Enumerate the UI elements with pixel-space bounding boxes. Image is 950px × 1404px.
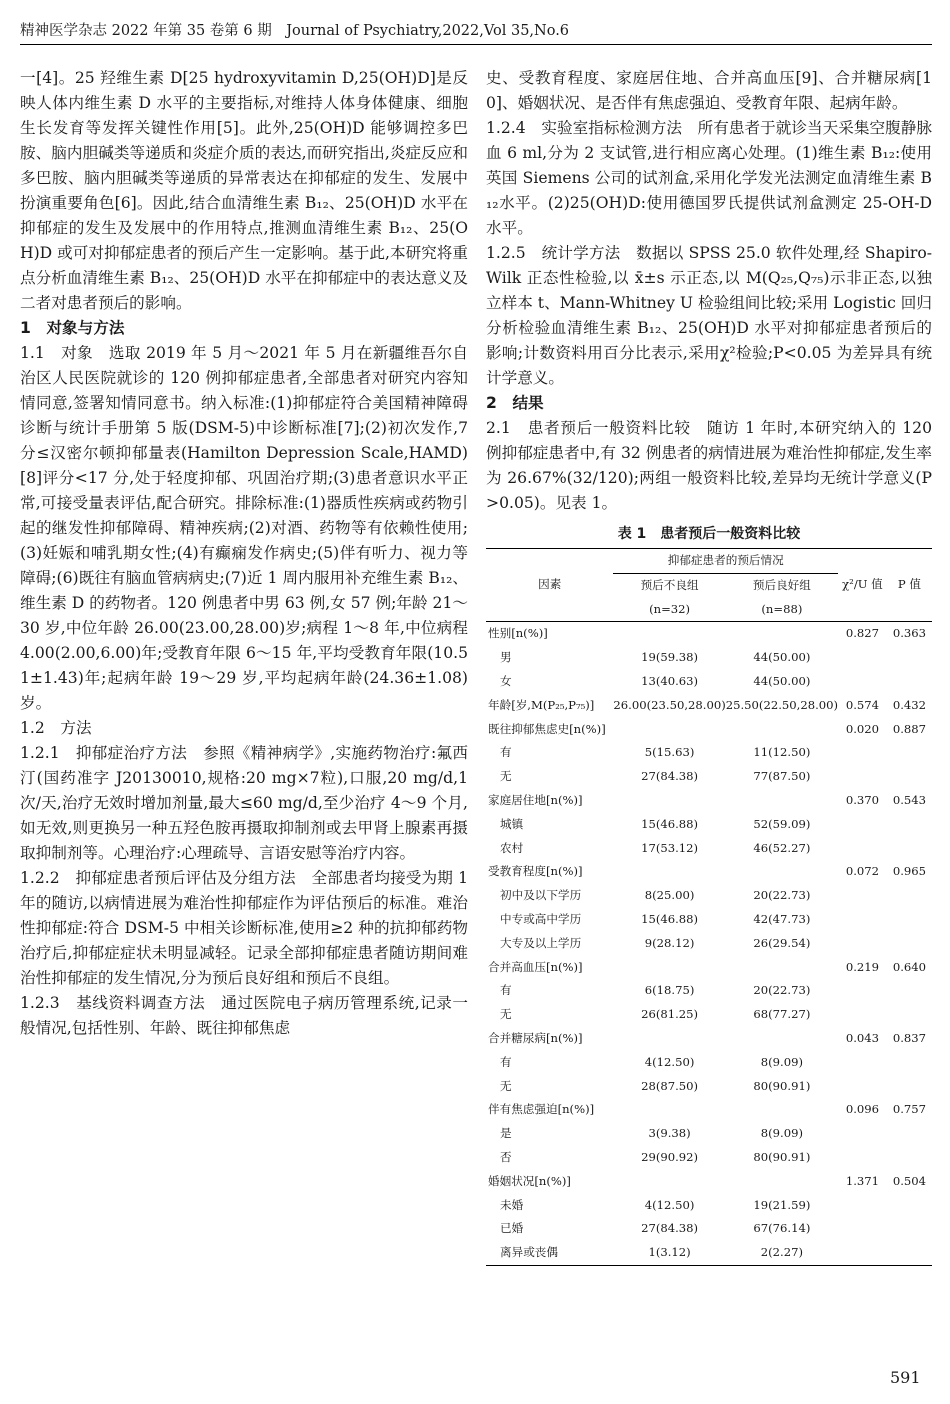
table-row (486, 1217, 932, 1241)
cell-good: 25.50(22.50,28.00) (725, 697, 839, 712)
row-label: 既往抑郁焦虑史[n(%)] (488, 721, 606, 736)
cell-good: 67(76.14) (753, 1221, 811, 1236)
cell-good: 80(90.91) (753, 1078, 811, 1093)
cell-poor: 19(59.38) (641, 650, 699, 665)
cell-stat: 0.020 (845, 721, 880, 736)
running-header: 精神医学杂志 2022 年第 35 卷第 6 期 Journal of Psychiatry,2022,Vol 35,No.6 (20, 23, 570, 39)
row-label: 无 (500, 1078, 512, 1093)
cell-poor: 28(87.50) (641, 1078, 699, 1093)
cell-good (726, 1027, 838, 1051)
header-poor-n: (n=32) (613, 598, 725, 622)
subjects-paragraph: 1.1 对象 选取 2019 年 5 月～2021 年 5 月在新疆维吾尔自治区人民医院就诊的 120 例抑郁症患者,全部患者对研究内容知情同意,签署知情同意书。纳入标准:(1)抑郁症符合美国精神障碍诊断与统计手册第 5 版(DSM-5)中诊断标准[7];(2)初次发作,7 分≤汉密尔顿抑郁量表(Hamilton Depression Scale,HAMD)[8]评分<17 分,处于轻度抑郁、巩固治疗期;(3)患者意识水平正常,可接受量表评估,配合研究。排除标准:(1)器质性疾病或药物引起的继发性抑郁障碍、精神疾病;(2)对酒、药物等有依赖性使用;(3)妊娠和哺乳期女性;(4)有癫痫发作病史;(5)伴有听力、视力等障碍;(6)既往有脑血管病病史;(7)近 1 周内服用补充维生素 B₁₂、维生素 D 的药物者。120 例患者中男 63 例,女 57 例;年龄 21～30 岁,中位年龄 26.00(23.00,28.00)岁;病程 1～8 年,中位病程 4.00(2.00,6.00)年;受教育年限 6～15 年,平均受教育年限(10.51±1.43)年;起病年龄 19～29 岁,平均起病年龄(24.36±1.08)岁。 (20, 344, 468, 712)
table-row (486, 1075, 932, 1099)
cell-poor (613, 622, 725, 646)
cell-stat (838, 884, 887, 908)
cell-good (726, 860, 838, 884)
cell-stat (838, 1194, 887, 1218)
cell-stat (838, 1003, 887, 1027)
baseline-paragraph: 1.2.3 基线资料调查方法 通过医院电子病历管理系统,记录一般情况,包括性别、年龄、既往抑郁焦虑 (20, 994, 468, 1037)
table-row (486, 1146, 932, 1170)
cell-p (887, 884, 932, 908)
cell-poor (613, 1027, 725, 1051)
row-label: 无 (500, 1007, 512, 1022)
cell-p (887, 1146, 932, 1170)
cell-poor (613, 1170, 725, 1194)
cell-good: 44(50.00) (753, 650, 811, 665)
cell-p: 0.640 (892, 959, 927, 974)
cell-good: 2(2.27) (760, 1245, 804, 1260)
cell-stat: 0.370 (845, 792, 880, 807)
cell-stat (838, 908, 887, 932)
cell-poor: 6(18.75) (644, 983, 695, 998)
cell-stat (838, 979, 887, 1003)
table-caption: 表 1 患者预后一般资料比较 (617, 526, 801, 542)
cell-stat (838, 1241, 887, 1265)
table-row (486, 646, 932, 670)
row-label: 合并高血压[n(%)] (488, 959, 583, 974)
row-label: 有 (500, 1054, 512, 1069)
table-row (486, 1122, 932, 1146)
cell-poor: 13(40.63) (641, 673, 699, 688)
cell-p (887, 670, 932, 694)
header-p: P 值 (887, 549, 932, 622)
cell-poor (613, 860, 725, 884)
methods-heading: 1.2 方法 (20, 719, 92, 737)
prognosis-paragraph: 1.2.2 抑郁症患者预后评估及分组方法 全部患者均接受为期 1 年的随访,以病情进展为难治性抑郁症作为评估预后的标准。难治性抑郁症:符合 DSM-5 中相关诊断标准,使用≥2 种的抗抑郁药物治疗后,抑郁症症状未明显减轻。记录全部抑郁症患者随访期间难治性抑郁症的发生情况,分为预后良好组和预后不良组。 (20, 869, 468, 987)
row-label: 无 (500, 769, 512, 784)
table-row (486, 670, 932, 694)
table-row (486, 884, 932, 908)
cell-p (887, 813, 932, 837)
header-factor: 因素 (486, 549, 613, 622)
statistics-paragraph: 1.2.5 统计学方法 数据以 SPSS 25.0 软件处理,经 Shapiro-Wilk 正态性检验,以 x̄±s 示正态,以 M(Q₂₅,Q₇₅)示非正态,以独立样本 t、Mann-Whitney U 检验组间比较;采用 Logistic 回归分析检验血清维生素 B₁₂、25(OH)D 水平对抑郁症患者预后的影响;计数资料用百分比表示,采用χ²检验;P<0.05 为差异具有统计学意义。 (486, 244, 932, 387)
table-row (486, 741, 932, 765)
cell-poor: 3(9.38) (648, 1126, 691, 1141)
cell-poor: 27(84.38) (641, 1221, 699, 1236)
row-label: 有 (500, 745, 512, 760)
cell-poor (613, 789, 725, 813)
cell-stat (838, 813, 887, 837)
table-row (486, 1170, 932, 1194)
cell-good (726, 718, 838, 742)
row-label: 家庭居住地[n(%)] (488, 792, 583, 807)
cell-poor (613, 1098, 725, 1122)
cell-stat: 0.827 (845, 626, 880, 641)
cell-p (887, 932, 932, 956)
cell-stat (838, 1122, 887, 1146)
cell-poor: 15(46.88) (641, 816, 699, 831)
cell-p: 0.757 (892, 1102, 927, 1117)
cell-good: 8(9.09) (760, 1126, 804, 1141)
header-good-n: (n=88) (726, 598, 838, 622)
row-label: 已婚 (500, 1221, 524, 1236)
intro-continued-paragraph: 一[4]。25 羟维生素 D[25 hydroxyvitamin D,25(OH)D]是反映人体内维生素 D 水平的主要指标,对维持人体身体健康、细胞生长发育等发挥关键性作用[5]。此外,25(OH)D 能够调控多巴胺、脑内胆碱类等递质和炎症介质的表达,而研究指出,炎症反应和多巴胺、脑内胆碱类等递质的异常表达在抑郁症的发生、发展中扮演重要角色[6]。因此,结合血清维生素 B₁₂、25(OH)D 水平在抑郁症的发生及发展中的作用特点,推测血清维生素 B₁₂、25(OH)D 或可对抑郁症患者的预后产生一定影响。基于此,本研究将重点分析血清维生素 B₁₂、25(OH)D 水平在抑郁症中的表达意义及二者对患者预后的影响。 (20, 69, 468, 312)
treatment-paragraph: 1.2.1 抑郁症治疗方法 参照《精神病学》,实施药物治疗:氟西汀(国药准字 J20130010,规格:20 mg×7粒),口服,20 mg/d,1 次/天,治疗无效时增加剂量,最大≤60 mg/d,至少治疗 4～9 个月,如无效,则更换另一种五羟色胺再摄取抑制剂或去甲肾上腺素再摄取抑制剂等。心理治疗:心理疏导、言语安慰等治疗内容。 (20, 744, 468, 862)
cell-poor: 1(3.12) (648, 1245, 691, 1260)
cell-stat (838, 741, 887, 765)
cell-stat: 0.072 (845, 864, 880, 879)
cell-p (887, 1217, 932, 1241)
header-stat: χ²/U 值 (838, 549, 887, 622)
cell-good (726, 789, 838, 813)
cell-poor: 9(28.12) (644, 935, 695, 950)
cell-good: 80(90.91) (753, 1149, 811, 1164)
table-row (486, 860, 932, 884)
cell-p (887, 1051, 932, 1075)
cell-good: 52(59.09) (753, 816, 811, 831)
table-row (486, 956, 932, 980)
table-row (486, 1051, 932, 1075)
cell-poor: 15(46.88) (641, 911, 699, 926)
cell-good: 44(50.00) (753, 673, 811, 688)
cell-p (887, 1122, 932, 1146)
cell-poor: 26.00(23.50,28.00) (613, 697, 726, 712)
left-column (20, 66, 468, 1041)
cell-good: 8(9.09) (760, 1054, 804, 1069)
cell-good (726, 1098, 838, 1122)
cell-p: 0.837 (892, 1030, 927, 1045)
header-good: 预后良好组 (752, 577, 811, 592)
cell-p: 0.543 (892, 792, 927, 807)
row-label: 伴有焦虑强迫[n(%)] (488, 1102, 595, 1117)
cell-good: 68(77.27) (753, 1007, 811, 1022)
cell-good (726, 1170, 838, 1194)
cell-stat (838, 1146, 887, 1170)
cell-p (887, 646, 932, 670)
cell-poor (613, 718, 725, 742)
cell-stat: 1.371 (845, 1173, 880, 1188)
cell-good: 20(22.73) (753, 888, 811, 903)
cell-p: 0.504 (892, 1173, 927, 1188)
results-paragraph: 2.1 患者预后一般资料比较 随访 1 年时,本研究纳入的 120 例抑郁症患者中,有 32 例患者的病情进展为难治性抑郁症,发生率为 26.67%(32/120);两组一般资料比较,差异均无统计学意义(P>0.05)。见表 1。 (486, 419, 932, 512)
header-rule (20, 44, 932, 45)
cell-stat: 0.219 (845, 959, 880, 974)
section-2-heading: 2 结果 (486, 394, 544, 412)
cell-p: 0.363 (892, 626, 927, 641)
row-label: 初中及以下学历 (500, 888, 582, 903)
cell-good: 46(52.27) (753, 840, 811, 855)
table-row (486, 1194, 932, 1218)
cell-good: 42(47.73) (753, 911, 811, 926)
cell-stat: 0.574 (845, 697, 880, 712)
cell-p: 0.965 (892, 864, 927, 879)
cell-good: 26(29.54) (753, 935, 811, 950)
cell-good: 19(21.59) (753, 1197, 811, 1212)
cell-poor: 4(12.50) (644, 1054, 695, 1069)
table-row (486, 1098, 932, 1122)
cell-poor: 26(81.25) (641, 1007, 699, 1022)
cell-stat: 0.043 (845, 1030, 880, 1045)
cell-good: 20(22.73) (753, 983, 811, 998)
row-label: 中专或高中学历 (500, 911, 582, 926)
header-poor: 预后不良组 (640, 577, 699, 592)
lab-methods-paragraph: 1.2.4 实验室指标检测方法 所有患者于就诊当天采集空腹静脉血 6 ml,分为 2 支试管,进行相应离心处理。(1)维生素 B₁₂:使用英国 Siemens 公司的试剂盒,采用化学发光法测定血清维生素 B₁₂水平。(2)25(OH)D:使用德国罗氏提供试剂盒测定 25-OH-D 水平。 (486, 119, 932, 237)
row-label: 女 (500, 673, 512, 688)
row-label: 年龄[岁,M(P₂₅,P₇₅)] (488, 697, 595, 712)
cell-good: 11(12.50) (753, 745, 811, 760)
cell-p (887, 1194, 932, 1218)
cell-p (887, 765, 932, 789)
table-row (486, 789, 932, 813)
cell-good: 77(87.50) (753, 769, 811, 784)
cell-p (887, 741, 932, 765)
page-number: 591 (890, 1368, 921, 1387)
header-group: 抑郁症患者的预后情况 (613, 549, 838, 574)
row-label: 农村 (500, 840, 524, 855)
table-row (486, 694, 932, 718)
cell-p (887, 837, 932, 861)
row-label: 未婚 (500, 1197, 524, 1212)
cell-p: 0.432 (892, 697, 927, 712)
cell-poor: 5(15.63) (644, 745, 695, 760)
row-label: 有 (500, 983, 512, 998)
cell-stat (838, 646, 887, 670)
section-1-heading: 1 对象与方法 (20, 319, 125, 337)
cell-poor: 17(53.12) (641, 840, 699, 855)
cell-good (726, 956, 838, 980)
table-row (486, 1241, 932, 1265)
table-row (486, 718, 932, 742)
table-row (486, 1003, 932, 1027)
row-label: 否 (500, 1149, 512, 1164)
cell-stat (838, 837, 887, 861)
row-label: 性别[n(%)] (488, 626, 548, 641)
cell-poor: 29(90.92) (641, 1149, 699, 1164)
row-label: 合并糖尿病[n(%)] (488, 1030, 583, 1045)
cell-stat (838, 670, 887, 694)
cell-p (887, 1003, 932, 1027)
cell-stat (838, 765, 887, 789)
row-label: 男 (500, 650, 512, 665)
cell-p (887, 979, 932, 1003)
row-label: 城镇 (500, 816, 524, 831)
cell-stat (838, 1217, 887, 1241)
row-label: 受教育程度[n(%)] (488, 864, 583, 879)
cell-stat (838, 932, 887, 956)
baseline-continued-paragraph: 史、受教育程度、家庭居住地、合并高血压[9]、合并糖尿病[10]、婚姻状况、是否伴有焦虑强迫、受教育年限、起病年龄。 (486, 69, 932, 112)
row-label: 大专及以上学历 (500, 935, 582, 950)
cell-stat (838, 1051, 887, 1075)
baseline-table (486, 548, 932, 1266)
cell-poor: 27(84.38) (641, 769, 699, 784)
cell-p (887, 1241, 932, 1265)
row-label: 是 (500, 1126, 512, 1141)
table-row (486, 908, 932, 932)
table-row (486, 979, 932, 1003)
cell-p: 0.887 (892, 721, 927, 736)
cell-poor: 4(12.50) (644, 1197, 695, 1212)
right-column (486, 66, 932, 1266)
table-row (486, 932, 932, 956)
cell-p (887, 908, 932, 932)
table-row (486, 813, 932, 837)
cell-poor: 8(25.00) (644, 888, 695, 903)
table-row (486, 1027, 932, 1051)
table-row (486, 837, 932, 861)
row-label: 离异或丧偶 (500, 1245, 558, 1260)
cell-stat (838, 1075, 887, 1099)
table-row (486, 622, 932, 646)
cell-poor (613, 956, 725, 980)
row-label: 婚姻状况[n(%)] (488, 1173, 571, 1188)
cell-p (887, 1075, 932, 1099)
table-row (486, 765, 932, 789)
cell-stat: 0.096 (845, 1102, 880, 1117)
cell-good (726, 622, 838, 646)
